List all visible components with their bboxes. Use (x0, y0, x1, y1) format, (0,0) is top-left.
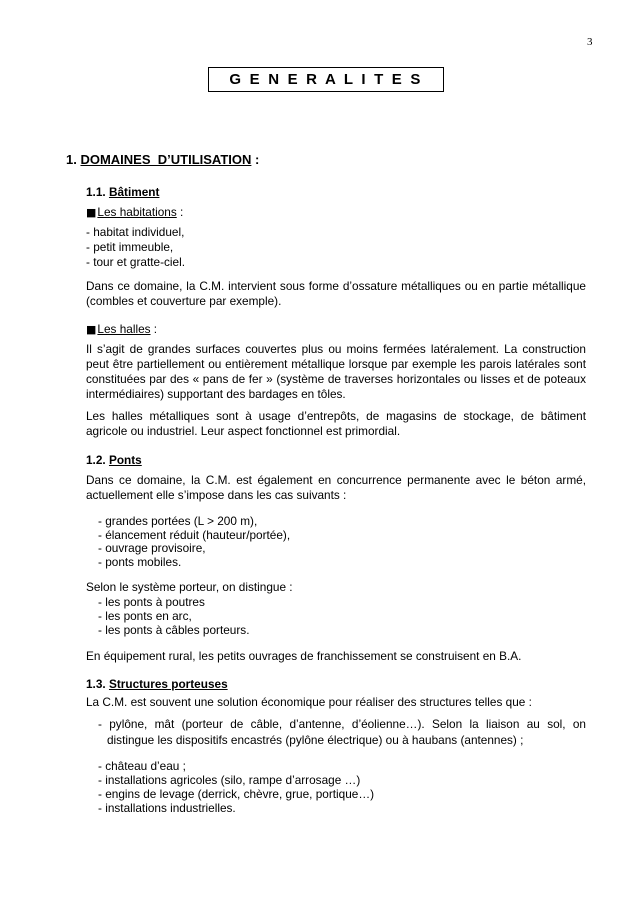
paragraph-line: En équipement rural, les petits ouvrages de franchissement se construisent en B.A. (86, 649, 522, 663)
list-item: - les ponts à poutres (98, 595, 205, 609)
subsection-heading-batiment (86, 184, 159, 200)
paragraph-line: - pylône, mât (porteur de câble, d’antenne, d’éolienne…). Selon la liaison au sol, on (98, 717, 586, 731)
habitations-list (86, 225, 586, 270)
halles-label: Les halles (97, 322, 151, 336)
list-item: - ponts mobiles. (98, 554, 182, 569)
square-bullet-icon: ■ (86, 206, 97, 219)
list-item: - engins de levage (derrick, chèvre, grue, portique…) (98, 787, 375, 801)
square-bullet-icon: ■ (86, 323, 97, 336)
ponts-systems-list (98, 595, 598, 637)
page-title: G E N E R A L I T E S (229, 71, 423, 88)
habitations-label-line (86, 204, 183, 221)
section-colon: : (251, 152, 260, 167)
halles-paragraph-1 (86, 342, 586, 402)
list-item: - installations agricoles (silo, rampe d’arrosage …) (98, 773, 361, 787)
list-item: - petit immeuble, (86, 240, 174, 254)
ponts-rural-paragraph (86, 649, 586, 664)
paragraph-line: constituées par des « pans de fer » (système de traverses horizontales ou lisses et de poteaux (86, 372, 586, 386)
paragraph-line: peut être partiellement ou entièrement métallique lorsque par exemple les parois latérales sont (86, 357, 586, 371)
structures-pylone-item (98, 716, 586, 748)
list-item: - ouvrage provisoire, (98, 541, 206, 555)
paragraph-line: (combles et couverture par exemple). (86, 294, 282, 308)
ponts-cases-list (98, 515, 598, 569)
subsection-number: 1.3. (86, 677, 109, 691)
halles-label-line (86, 321, 157, 338)
ponts-systems-intro (86, 580, 586, 595)
paragraph-line: Dans ce domaine, la C.M. intervient sous forme d’ossature métalliques ou en partie métallique (86, 279, 586, 293)
paragraph-line: actuellement elle s’impose dans les cas suivants : (86, 488, 347, 502)
list-item: - tour et gratte-ciel. (86, 255, 186, 269)
paragraph-line: La C.M. est souvent une solution économique pour réaliser des structures telles que : (86, 695, 532, 709)
page-number: 3 (587, 36, 593, 48)
structures-intro (86, 695, 586, 710)
ponts-intro-paragraph (86, 473, 586, 503)
list-item: - habitat individuel, (86, 225, 185, 239)
list-item: - château d’eau ; (98, 759, 186, 773)
section-number: 1. (66, 152, 81, 167)
subsection-number: 1.1. (86, 185, 109, 199)
structures-list (98, 759, 598, 815)
paragraph-line: Selon le système porteur, on distingue : (86, 580, 293, 594)
subsection-number: 1.2. (86, 453, 109, 467)
list-item: - les ponts en arc, (98, 609, 192, 623)
subsection-title: Bâtiment (108, 185, 160, 199)
list-item: - les ponts à câbles porteurs. (98, 623, 250, 637)
paragraph-line: intermédiaires) supportant des bardages en tôles. (86, 387, 346, 401)
subsection-title: Ponts (108, 453, 142, 467)
paragraph-line: distingue les dispositifs encastrés (pylône électrique) ou à haubans (antennes) ; (107, 733, 524, 747)
subsection-heading-ponts (86, 452, 142, 468)
list-item: - élancement réduit (hauteur/portée), (98, 527, 291, 542)
page-title-box (208, 67, 444, 92)
habitations-colon: : (176, 205, 184, 219)
subsection-title: Structures porteuses (108, 677, 228, 691)
paragraph-line: agricole ou industriel. Leur aspect fonctionnel est primordial. (86, 424, 401, 438)
list-item: - grandes portées (L > 200 m), (98, 514, 258, 528)
section-heading (66, 152, 259, 168)
habitations-label: Les habitations (97, 205, 177, 219)
paragraph-line: Il s’agit de grandes surfaces couvertes plus ou moins fermées latéralement. La construction (86, 342, 586, 356)
paragraph-line: Les halles métalliques sont à usage d’entrepôts, de magasins de stockage, de bâtiment (86, 409, 586, 423)
section-title: DOMAINES D’UTILISATION (80, 152, 252, 167)
subsection-heading-structures (86, 676, 228, 692)
habitations-paragraph (86, 279, 586, 309)
list-item: - installations industrielles. (98, 801, 236, 815)
paragraph-line: Dans ce domaine, la C.M. est également en concurrence permanente avec le béton armé, (86, 473, 586, 487)
halles-paragraph-2 (86, 409, 586, 439)
halles-colon: : (150, 322, 158, 336)
